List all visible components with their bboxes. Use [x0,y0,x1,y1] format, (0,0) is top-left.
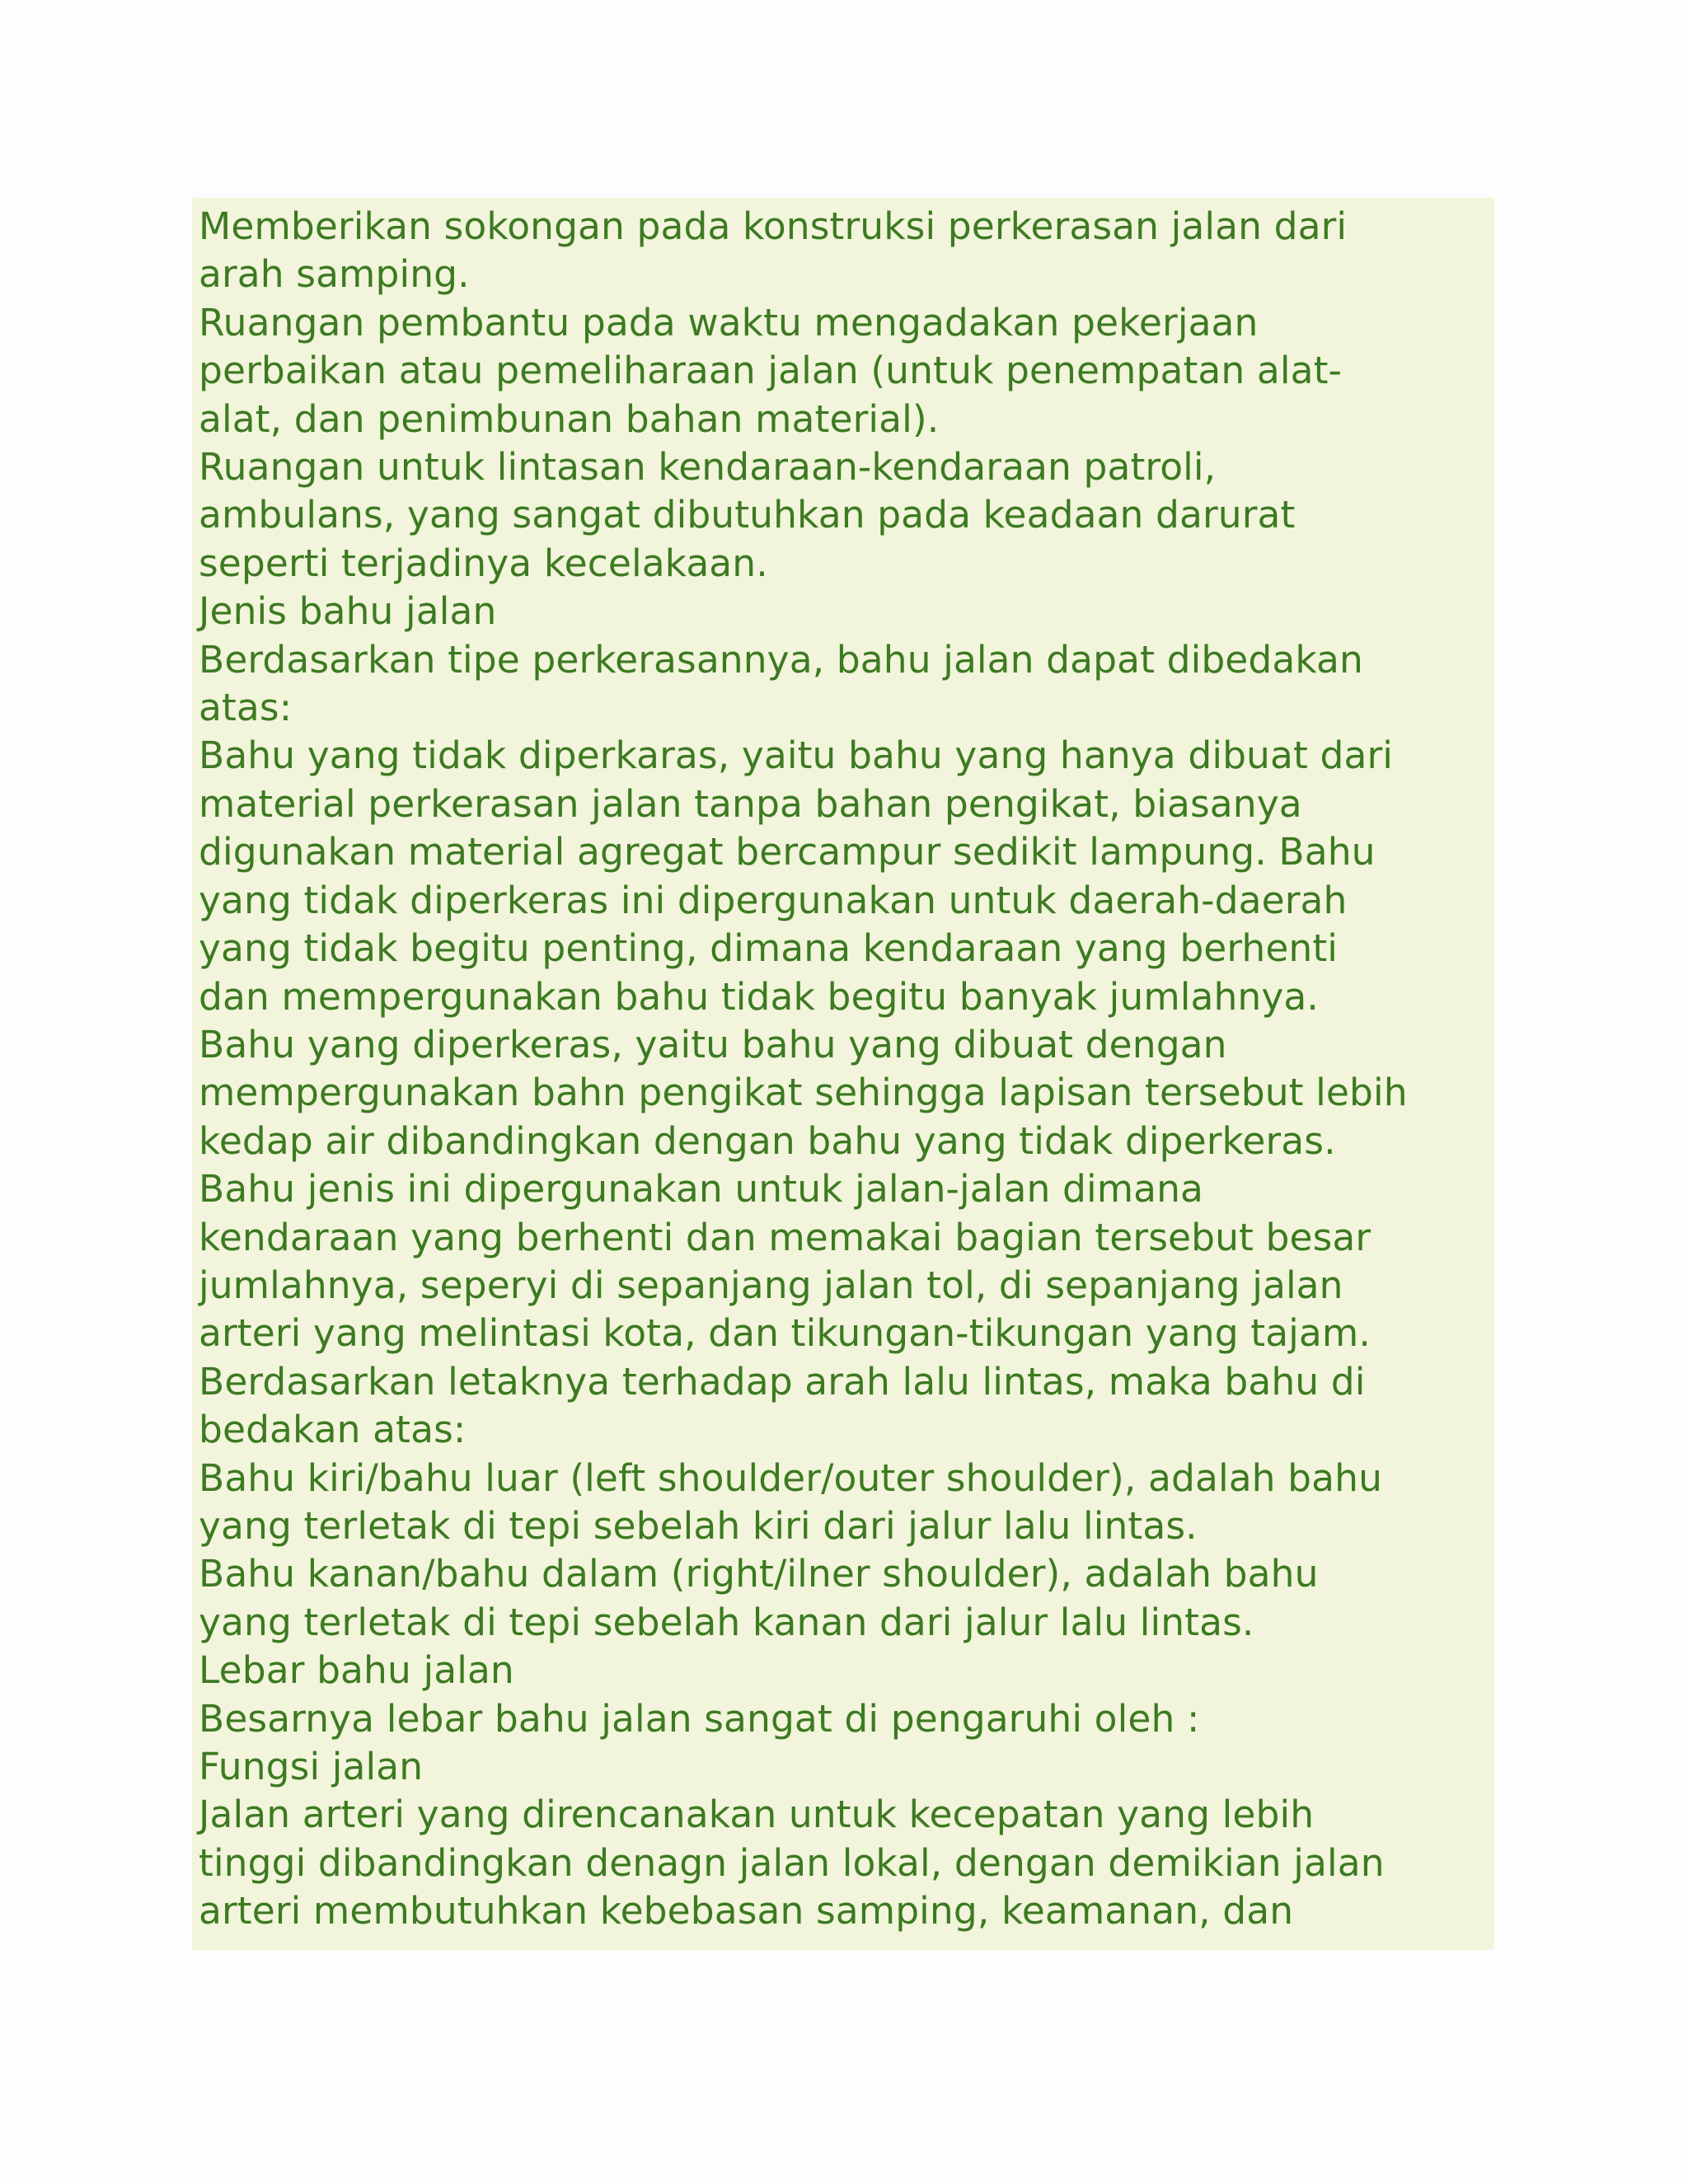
text-line: Berdasarkan tipe perkerasannya, bahu jalan dapat dibedakan [199,637,1363,682]
text-line: kedap air dibandingkan dengan bahu yang tidak diperkeras. [199,1118,1336,1163]
text-line: kendaraan yang berhenti dan memakai bagian tersebut besar [199,1215,1372,1259]
text-line: Bahu kanan/bahu dalam (right/ilner shoulder), adalah bahu [199,1552,1319,1596]
text-line: material perkerasan jalan tanpa bahan pengikat, biasanya [199,781,1302,826]
text-line: Bahu yang diperkeras, yaitu bahu yang dibuat dengan [199,1022,1227,1066]
text-line: dan mempergunakan bahu tidak begitu banyak jumlahnya. [199,974,1319,1019]
text-line: Besarnya lebar bahu jalan sangat di pengaruhi oleh : [199,1696,1200,1741]
text-line: jumlahnya, seperyi di sepanjang jalan tol, di sepanjang jalan [199,1263,1343,1307]
text-line: Jalan arteri yang direncanakan untuk kecepatan yang lebih [199,1793,1315,1837]
text-line: mempergunakan bahn pengikat sehingga lapisan tersebut lebih [199,1071,1408,1115]
text-line: atas: [199,686,293,730]
text-line: ambulans, yang sangat dibutuhkan pada keadaan darurat [199,493,1296,537]
section-heading: Jenis bahu jalan [199,589,497,634]
section-heading: Lebar bahu jalan [199,1648,514,1693]
text-line: Bahu kiri/bahu luar (left shoulder/outer shoulder), adalah bahu [199,1455,1383,1500]
text-line: Berdasarkan letaknya terhadap arah lalu lintas, maka bahu di [199,1359,1366,1404]
text-line: Ruangan untuk lintasan kendaraan-kendaraan patroli, [199,445,1217,490]
text-line: yang tidak diperkeras ini dipergunakan untuk daerah-daerah [199,878,1348,922]
text-line: seperti terjadinya kecelakaan. [199,541,768,585]
text-line: digunakan material agregat bercampur sedikit lampung. Bahu [199,830,1376,874]
text-line: tinggi dibandingkan denagn jalan lokal, dengan demikian jalan [199,1840,1385,1885]
text-line: bedakan atas: [199,1408,467,1452]
text-line: alat, dan penimbunan bahan material). [199,396,940,441]
text-line: Bahu jenis ini dipergunakan untuk jalan-jalan dimana [199,1167,1204,1212]
text-line: Ruangan pembantu pada waktu mengadakan pekerjaan [199,300,1259,344]
text-line: yang tidak begitu penting, dimana kendaraan yang berhenti [199,926,1339,971]
text-line: yang terletak di tepi sebelah kiri dari jalur lalu lintas. [199,1503,1198,1548]
text-line: Fungsi jalan [199,1745,424,1788]
text-line: arteri membutuhkan kebebasan samping, keamanan, dan [199,1889,1294,1933]
text-line: Bahu yang tidak diperkaras, yaitu bahu yang hanya dibuat dari [199,733,1393,778]
text-line: arteri yang melintasi kota, dan tikungan-tikungan yang tajam. [199,1311,1371,1356]
text-line: Memberikan sokongan pada konstruksi perkerasan jalan dari [199,204,1348,248]
document-text-block [192,198,1494,1950]
text-line: yang terletak di tepi sebelah kanan dari jalur lalu lintas. [199,1600,1254,1644]
text-line: perbaikan atau pemeliharaan jalan (untuk penempatan alat- [199,349,1343,393]
text-line: arah samping. [199,252,470,297]
